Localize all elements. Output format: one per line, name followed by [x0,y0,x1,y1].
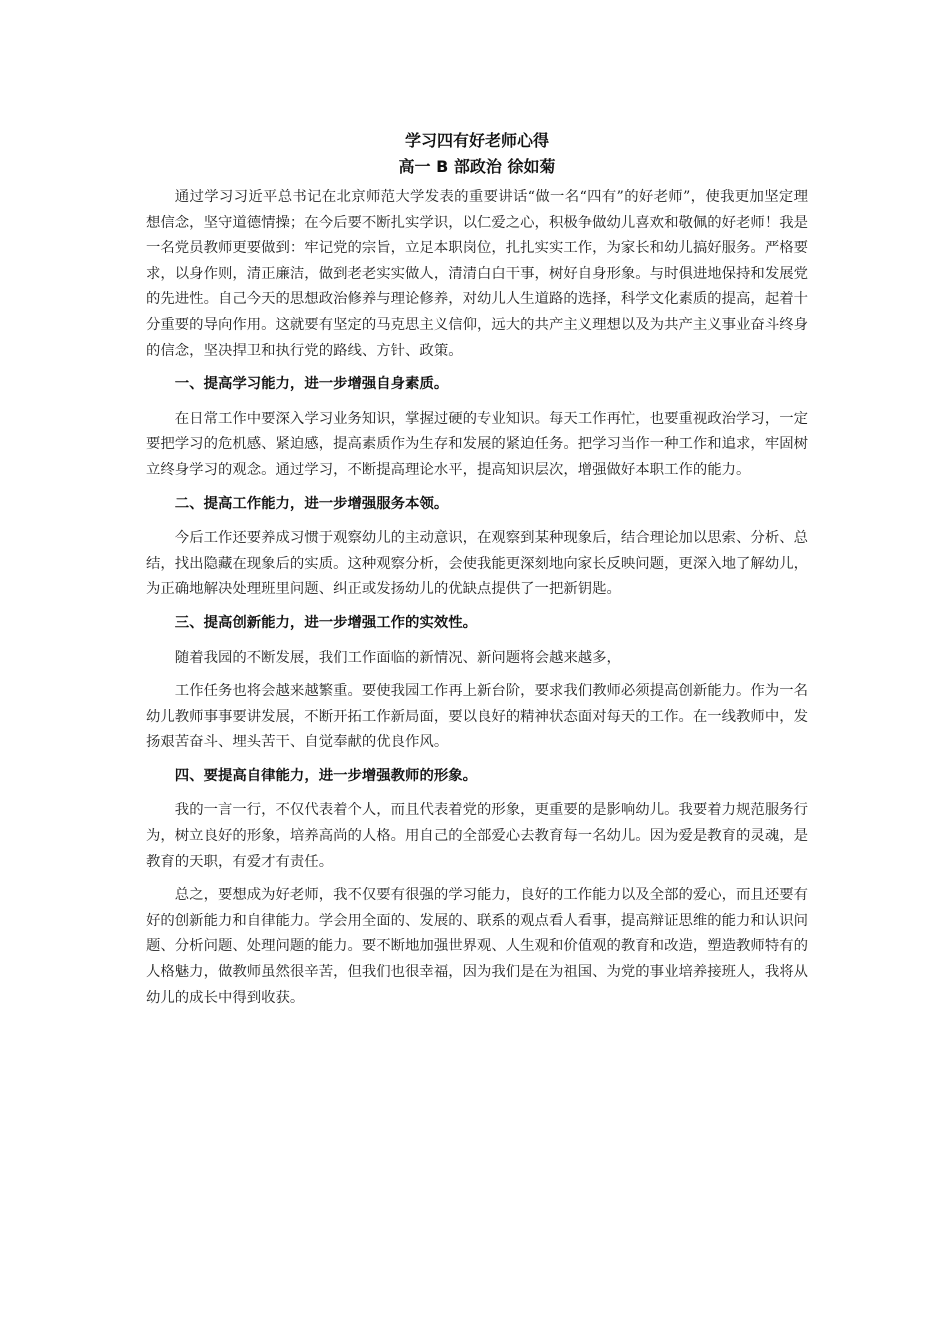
document-title: 学习四有好老师心得 [404,131,549,150]
body-paragraph: 工作任务也将会越来越繁重。要使我园工作再上新台阶，要求我们教师必须提高创新能力。作为一名幼儿教师事事要讲发展，不断开拓工作新局面，要以良好的精神状态面对每天的工作。在一线教师中，发扬艰苦奋斗、埋头苦干、自觉奉献的优良作风。 [146,683,808,751]
section-heading: 二、提高工作能力，进一步增强服务本领。 [174,495,449,512]
body-paragraph: 通过学习习近平总书记在北京师范大学发表的重要讲话“做一名“四有”的好老师”，使我更加坚定理想信念，坚守道德情操；在今后要不断扎实学识，以仁爱之心，积极争做幼儿喜欢和敬佩的好老师！我是一名党员教师更要做到：牢记党的宗旨，立足本职岗位，扎扎实实工作，为家长和幼儿搞好服务。严格要求，以身作则，清正廉洁，做到老老实实做人，清清白白干事，树好自身形象。与时俱进地保持和发展党的先进性。自己今天的思想政治修养与理论修养，对幼儿人生道路的选择，科学文化素质的提高，起着十分重要的导向作用。这就要有坚定的马克思主义信仰，远大的共产主义理想以及为共产主义事业奋斗终身的信念，坚决捍卫和执行党的路线、方针、政策。 [146,189,808,359]
body-paragraph: 在日常工作中要深入学习业务知识，掌握过硬的专业知识。每天工作再忙，也要重视政治学习，一定要把学习的危机感、紧迫感，提高素质作为生存和发展的紧迫任务。把学习当作一种工作和追求，牢固树立终身学习的观念。通过学习，不断提高理论水平，提高知识层次，增强做好本职工作的能力。 [146,410,808,478]
section-heading: 一、提高学习能力，进一步增强自身素质。 [174,376,449,393]
body-paragraph: 我的一言一行，不仅代表着个人，而且代表着党的形象，更重要的是影响幼儿。我要着力规范服务行为，树立良好的形象，培养高尚的人格。用自己的全部爱心去教育每一名幼儿。因为爱是教育的灵魂，是教育的天职，有爱才有责任。 [146,802,808,870]
document-subtitle: 高一 B 部政治 徐如菊 [398,157,556,176]
section-heading: 三、提高创新能力，进一步增强工作的实效性。 [174,614,478,631]
section-heading: 四、要提高自律能力，进一步增强教师的形象。 [174,767,478,784]
body-paragraph: 随着我园的不断发展，我们工作面临的新情况、新问题将会越来越多， [174,649,621,666]
body-paragraph: 总之，要想成为好老师，我不仅要有很强的学习能力，良好的工作能力以及全部的爱心，而且还要有好的创新能力和自律能力。学会用全面的、发展的、联系的观点看人看事，提高辩证思维的能力和认识问题、分析问题、处理问题的能力。要不断地加强世界观、人生观和价值观的教育和改造，塑造教师特有的人格魅力，做教师虽然很辛苦，但我们也很幸福，因为我们是在为祖国、为党的事业培养接班人，我将从幼儿的成长中得到收获。 [146,887,808,1006]
body-paragraph: 今后工作还要养成习惯于观察幼儿的主动意识，在观察到某种现象后，结合理论加以思索、分析、总结，找出隐藏在现象后的实质。这种观察分析，会使我能更深刻地向家长反映问题，更深入地了解幼儿，为正确地解决处理班里问题、纠正或发扬幼儿的优缺点提供了一把新钥匙。 [146,530,808,598]
document-page [146,128,808,1019]
